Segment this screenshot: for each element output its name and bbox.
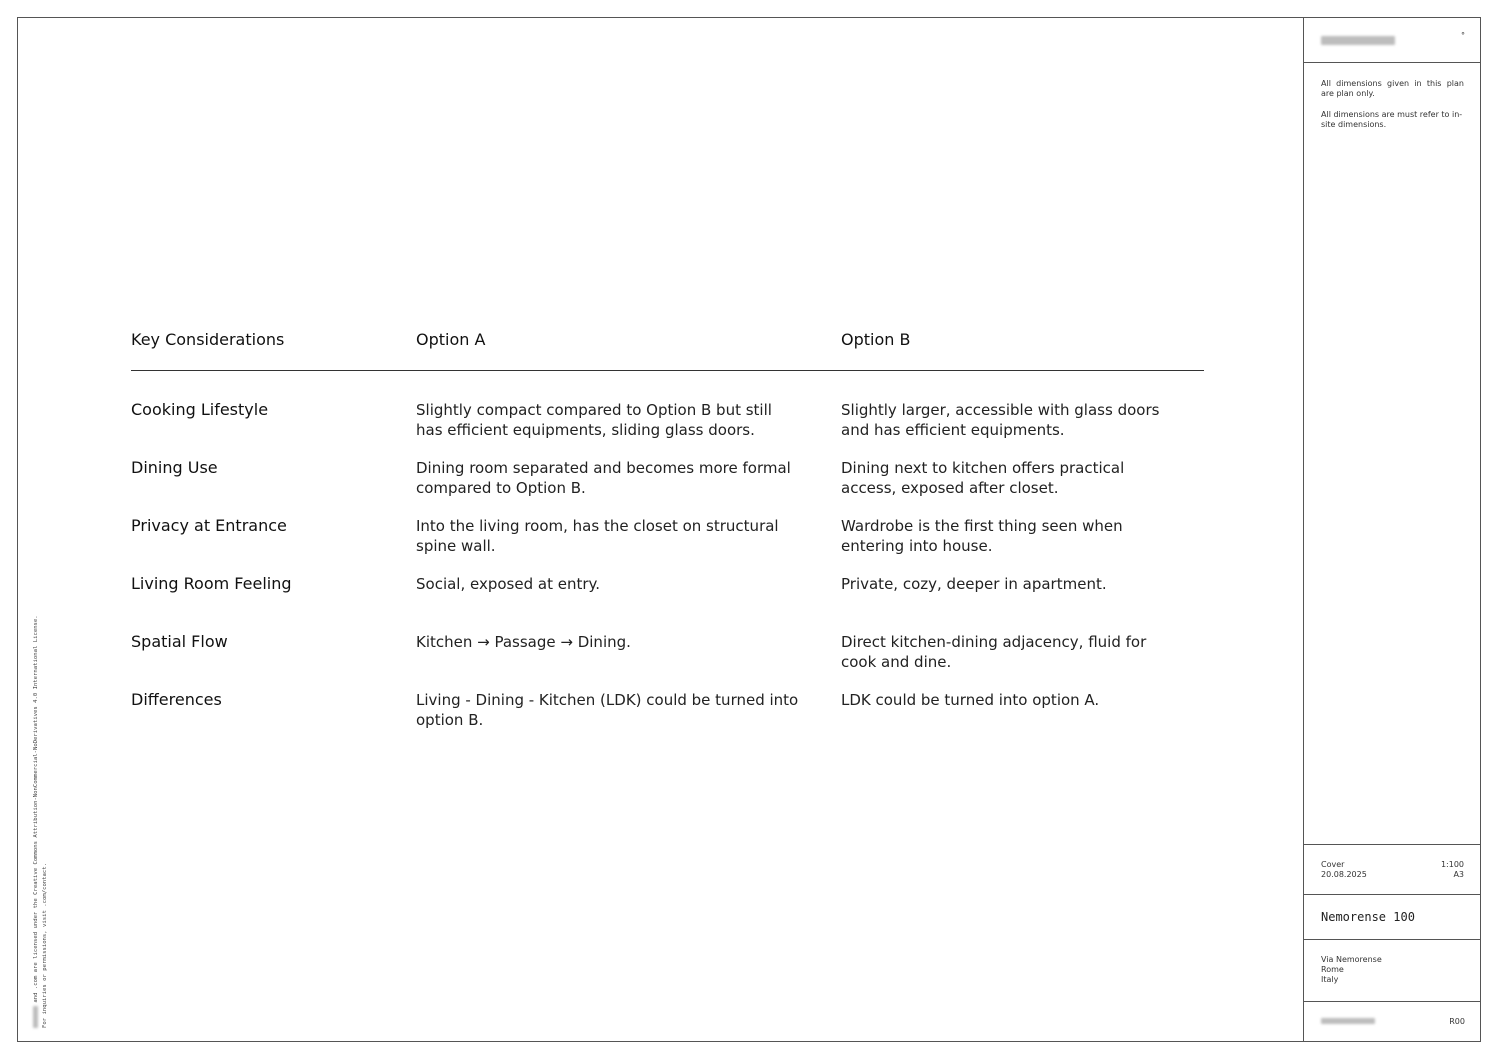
note-2: All dimensions are must refer to in-site dimensions. [1321,110,1463,129]
option-a-cell: Slightly compact compared to Option B but still has efficient equipments, sliding glass doors. [416,401,772,439]
note-1: All dimensions given in this plan are plan only. [1321,79,1464,98]
table-row [131,632,1204,690]
address-street: Via Nemorense [1321,955,1382,964]
redacted-text [33,1006,38,1028]
license-line-1: and .com are licensed under the Creative Commons Attribution-NonCommercial-NoDerivatives 4.0 International License. [32,615,41,1028]
option-b-cell: Private, cozy, deeper in apartment. [841,575,1107,593]
title-block-footer [1304,1002,1481,1041]
row-label: Spatial Flow [131,632,228,651]
address-city: Rome [1321,965,1344,974]
option-a-cell: Dining room separated and becomes more formal compared to Option B. [416,459,791,497]
table-row [131,458,1204,516]
title-block-sheet-info [1304,845,1481,895]
table-header-row [131,330,1204,371]
logo-mark: ° [1461,31,1465,40]
revision: R00 [1449,1017,1465,1026]
row-label: Cooking Lifestyle [131,400,269,419]
table-row [131,574,1204,632]
title-block-project [1304,895,1481,940]
title-block-logo [1304,18,1481,63]
option-b-cell: Wardrobe is the first thing seen when entering into house. [841,517,1123,555]
title-block [1303,18,1481,1041]
sheet-content [18,18,1303,1041]
address-country: Italy [1321,975,1339,984]
table-row [131,690,1204,748]
option-b-cell: Slightly larger, accessible with glass doors and has efficient equipments. [841,401,1160,439]
option-a-cell: Social, exposed at entry. [416,575,601,593]
row-label: Differences [131,690,222,709]
title-block-address [1304,940,1481,1002]
license-notice [32,615,50,1028]
drawing-frame [17,17,1481,1042]
row-label: Privacy at Entrance [131,516,287,535]
option-b-cell: Dining next to kitchen offers practical access, exposed after closet. [841,459,1125,497]
option-a-cell: Living - Dining - Kitchen (LDK) could be turned into option B. [416,691,799,729]
sheet-name: Cover [1321,860,1345,869]
option-a-cell: Kitchen → Passage → Dining. [416,633,631,651]
table-row [131,400,1204,458]
option-a-cell: Into the living room, has the closet on structural spine wall. [416,517,779,555]
project-name: Nemorense 100 [1321,910,1415,924]
paper-size: A3 [1453,870,1464,879]
comparison-table [131,330,1204,748]
option-b-cell: Direct kitchen-dining adjacency, fluid for cook and dine. [841,633,1147,671]
row-label: Dining Use [131,458,218,477]
sheet-scale: 1:100 [1440,860,1464,869]
table-row [131,516,1204,574]
header-option-a: Option A [416,330,486,349]
header-key-considerations: Key Considerations [131,330,285,349]
redacted-logo [1321,36,1395,45]
sheet-date: 20.08.2025 [1321,870,1367,879]
header-option-b: Option B [841,330,911,349]
title-block-notes [1304,63,1481,845]
option-b-cell: LDK could be turned into option A. [841,691,1100,709]
license-line-2: For inquiries or permissions, visit .com/contact. [42,862,48,1028]
redacted-website [1321,1018,1375,1024]
row-label: Living Room Feeling [131,574,292,593]
